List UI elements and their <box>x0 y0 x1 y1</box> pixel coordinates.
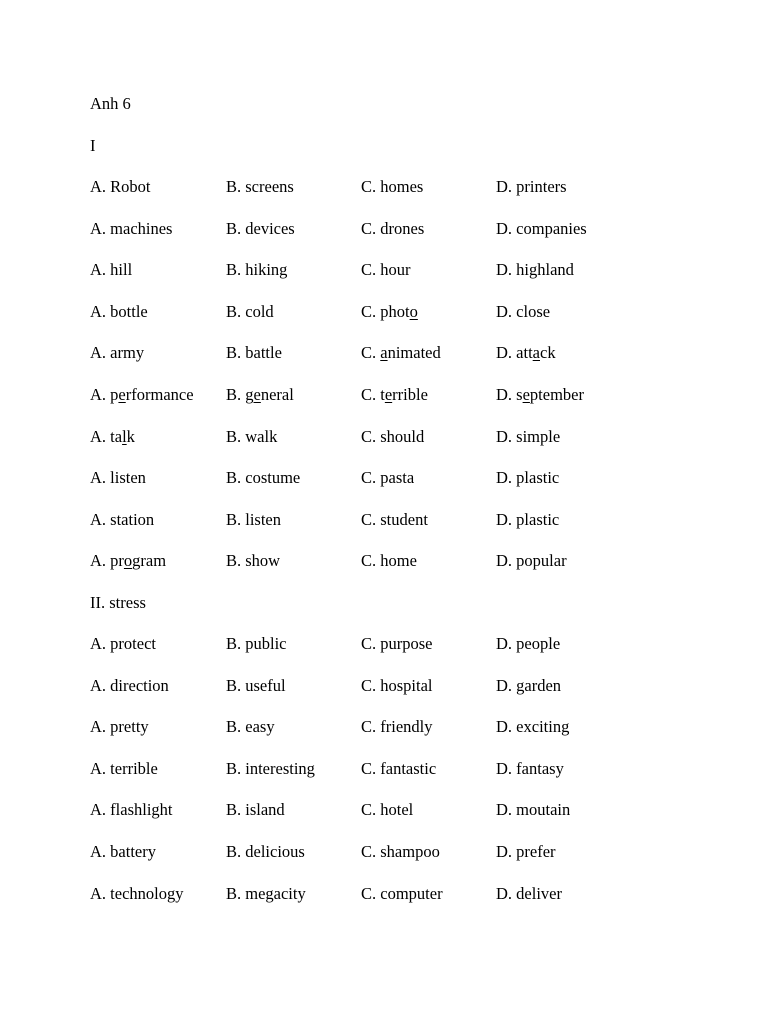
option-c <box>361 383 428 407</box>
underlined-letter: a <box>380 343 388 363</box>
option-text: C. friendly <box>361 717 433 737</box>
option-a <box>90 175 151 199</box>
option-text: D. deliver <box>496 883 562 903</box>
underlined-letter: o <box>409 301 418 321</box>
option-text: C. hospital <box>361 675 433 695</box>
option-d <box>496 508 559 532</box>
option-b <box>226 882 306 906</box>
option-text: B. battle <box>226 343 282 363</box>
option-text: C. should <box>361 426 425 446</box>
option-c <box>361 175 423 199</box>
option-d <box>496 840 556 864</box>
pronunciation-question-row <box>90 258 730 282</box>
option-a <box>90 341 144 365</box>
option-text: C. hour <box>361 260 411 280</box>
option-c <box>361 840 440 864</box>
pronunciation-question-row <box>90 466 730 490</box>
option-text: A. ta <box>90 426 123 446</box>
option-text: D. att <box>496 343 533 363</box>
option-text: D. plastic <box>496 509 560 529</box>
option-b <box>226 425 277 449</box>
option-text: B. cold <box>226 301 274 321</box>
option-c <box>361 882 443 906</box>
option-text: C. t <box>361 385 385 404</box>
option-text: A. protect <box>90 634 156 653</box>
option-a <box>90 674 169 698</box>
option-c <box>361 341 441 365</box>
pronunciation-question-row <box>90 425 730 449</box>
option-text: B. public <box>226 634 287 653</box>
option-text: C. drones <box>361 218 425 238</box>
pronunciation-question-row <box>90 508 730 532</box>
option-text: A. p <box>90 385 119 404</box>
option-text: A. flashlight <box>90 800 173 820</box>
option-text: k <box>126 426 135 446</box>
option-text: ck <box>540 343 556 363</box>
option-text: B. screens <box>226 177 294 196</box>
option-text: B. devices <box>226 218 295 238</box>
option-b <box>226 341 282 365</box>
option-text: rrible <box>392 385 428 404</box>
option-d <box>496 674 561 698</box>
option-text: D. moutain <box>496 800 571 820</box>
option-c <box>361 466 414 490</box>
option-text: A. direction <box>90 675 169 695</box>
option-text: C. home <box>361 551 417 571</box>
stress-question-row <box>90 674 730 698</box>
option-text: B. useful <box>226 675 286 695</box>
option-d <box>496 632 560 656</box>
option-text: A. battery <box>90 842 156 861</box>
underlined-letter: e <box>522 385 530 404</box>
option-text: A. station <box>90 509 155 529</box>
option-text: B. megacity <box>226 883 306 903</box>
option-text: rformance <box>125 385 194 404</box>
option-d <box>496 882 562 906</box>
stress-question-row <box>90 882 730 906</box>
option-d <box>496 715 569 739</box>
option-text: C. computer <box>361 883 443 903</box>
option-a <box>90 798 173 822</box>
option-text: C. purpose <box>361 634 433 653</box>
option-a <box>90 632 156 656</box>
option-d <box>496 798 570 822</box>
underlined-letter: e <box>253 385 261 404</box>
option-d <box>496 217 587 241</box>
pronunciation-question-row <box>90 383 730 407</box>
option-a <box>90 425 135 449</box>
option-text: D. fantasy <box>496 758 564 778</box>
underlined-letter: e <box>384 385 393 404</box>
option-text: D. s <box>496 385 523 404</box>
option-text: D. simple <box>496 426 561 446</box>
option-text: C. phot <box>361 301 410 321</box>
section-heading-stress: II. stress <box>90 593 146 612</box>
option-b <box>226 258 287 282</box>
stress-question-row <box>90 632 730 656</box>
option-text: D. popular <box>496 551 567 571</box>
option-c <box>361 757 436 781</box>
option-text: C. fantastic <box>361 758 437 778</box>
pronunciation-question-row <box>90 549 730 573</box>
option-text: C. shampoo <box>361 842 440 861</box>
pronunciation-question-row <box>90 300 730 324</box>
option-d <box>496 383 584 407</box>
underlined-letter: a <box>532 343 540 363</box>
underlined-letter: e <box>118 385 126 404</box>
option-d <box>496 300 550 324</box>
option-text: D. people <box>496 634 561 653</box>
option-text: D. plastic <box>496 468 560 488</box>
option-text: B. easy <box>226 717 275 737</box>
option-text: A. army <box>90 343 145 363</box>
option-text: A. machines <box>90 218 173 238</box>
option-c <box>361 508 428 532</box>
option-text: D. highland <box>496 260 574 280</box>
option-c <box>361 632 433 656</box>
stress-question-row <box>90 798 730 822</box>
option-d <box>496 341 556 365</box>
option-b <box>226 300 274 324</box>
option-d <box>496 425 560 449</box>
option-a <box>90 383 194 407</box>
option-b <box>226 840 305 864</box>
option-text: C. student <box>361 509 428 529</box>
option-b <box>226 549 280 573</box>
option-text: A. Robot <box>90 177 151 196</box>
option-text: neral <box>260 385 294 404</box>
pronunciation-question-row <box>90 217 730 241</box>
option-text: gram <box>132 551 167 571</box>
option-b <box>226 674 286 698</box>
option-text: D. close <box>496 301 551 321</box>
option-c <box>361 715 433 739</box>
option-text: C. homes <box>361 177 424 196</box>
option-text: B. costume <box>226 468 301 488</box>
option-text: D. printers <box>496 177 567 196</box>
option-b <box>226 798 285 822</box>
option-a <box>90 757 158 781</box>
option-d <box>496 258 574 282</box>
option-b <box>226 508 281 532</box>
option-a <box>90 258 132 282</box>
option-text: D. prefer <box>496 842 556 861</box>
stress-question-row <box>90 757 730 781</box>
option-d <box>496 175 567 199</box>
option-b <box>226 217 295 241</box>
option-text: B. hiking <box>226 260 288 280</box>
option-text: A. hill <box>90 260 133 280</box>
option-d <box>496 549 567 573</box>
option-text: C. <box>361 343 381 363</box>
option-b <box>226 757 315 781</box>
option-a <box>90 300 148 324</box>
option-text: D. exciting <box>496 717 570 737</box>
option-text: ptember <box>529 385 584 404</box>
option-d <box>496 466 559 490</box>
option-text: A. terrible <box>90 758 158 778</box>
option-c <box>361 425 424 449</box>
option-text: A. bottle <box>90 301 148 321</box>
option-text: B. g <box>226 385 254 404</box>
option-text: A. technology <box>90 883 184 903</box>
option-text: D. companies <box>496 218 587 238</box>
option-text: B. walk <box>226 426 278 446</box>
option-text: A. pretty <box>90 717 149 737</box>
option-text: B. listen <box>226 509 282 529</box>
section-heading-pronunciation: I <box>90 136 96 155</box>
option-c <box>361 217 424 241</box>
option-text: A. pr <box>90 551 124 571</box>
option-text: B. island <box>226 800 285 820</box>
option-text: A. listen <box>90 468 146 488</box>
option-c <box>361 798 413 822</box>
option-b <box>226 175 294 199</box>
option-a <box>90 466 146 490</box>
option-text: D. garden <box>496 675 562 695</box>
option-c <box>361 674 433 698</box>
option-text: B. interesting <box>226 758 315 778</box>
option-b <box>226 632 287 656</box>
option-a <box>90 549 166 573</box>
option-a <box>90 508 154 532</box>
option-a <box>90 840 156 864</box>
option-c <box>361 549 417 573</box>
underlined-letter: l <box>122 426 127 446</box>
option-a <box>90 715 149 739</box>
option-text: B. delicious <box>226 842 305 861</box>
underlined-letter: o <box>123 551 133 571</box>
option-c <box>361 300 418 324</box>
option-c <box>361 258 411 282</box>
option-d <box>496 757 564 781</box>
option-a <box>90 217 172 241</box>
option-text: C. hotel <box>361 800 414 820</box>
option-text: nimated <box>387 343 441 363</box>
stress-question-row <box>90 715 730 739</box>
option-text: C. pasta <box>361 468 415 488</box>
pronunciation-question-row <box>90 175 730 199</box>
option-b <box>226 383 294 407</box>
option-text: B. show <box>226 551 281 571</box>
option-b <box>226 715 275 739</box>
option-b <box>226 466 300 490</box>
document-title: Anh 6 <box>90 94 131 113</box>
option-a <box>90 882 183 906</box>
pronunciation-question-row <box>90 341 730 365</box>
stress-question-row <box>90 840 730 864</box>
